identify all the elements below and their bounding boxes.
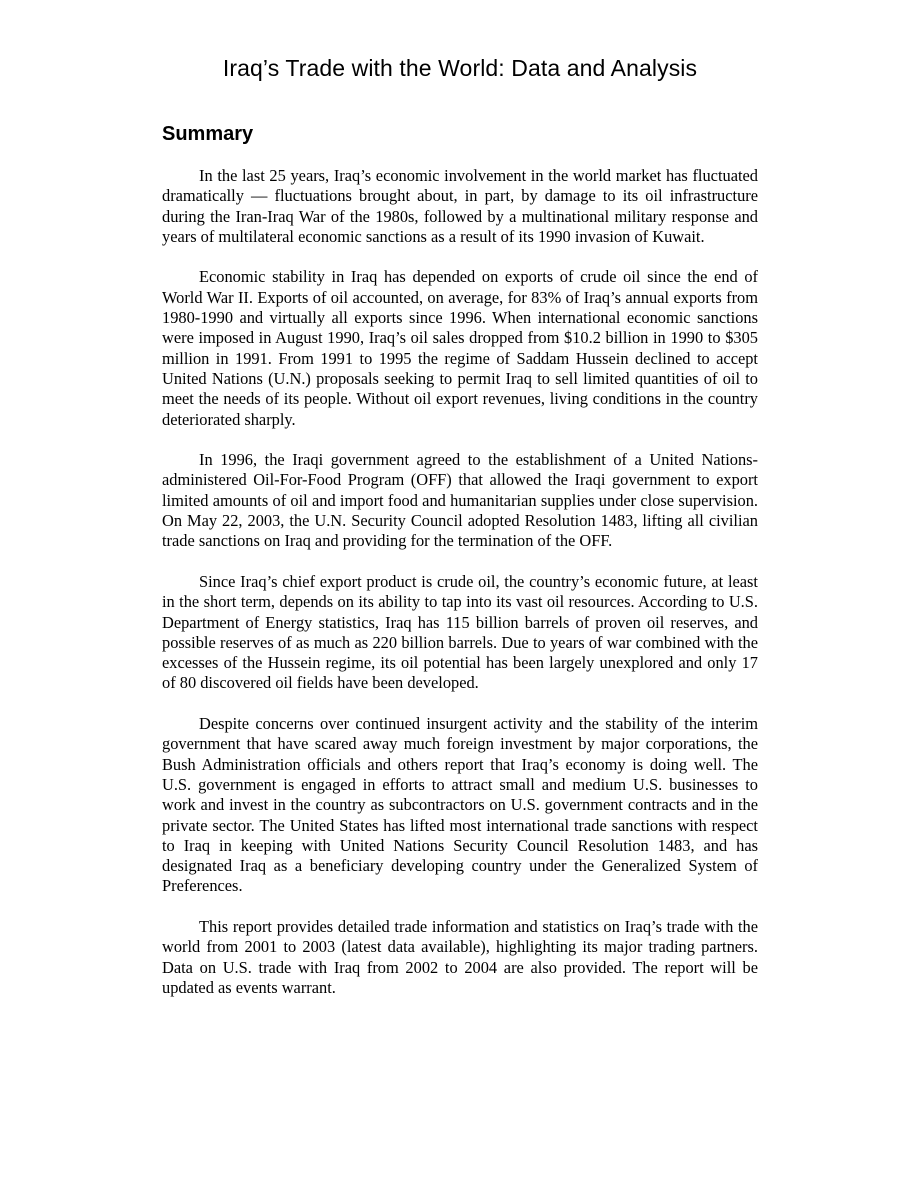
summary-body: [162, 166, 758, 1018]
document-title: Iraq’s Trade with the World: Data and Analysis: [222, 55, 698, 81]
summary-paragraph: Since Iraq’s chief export product is crude oil, the country’s economic future, at least in the short term, depends on its ability to tap into its vast oil resources. According to U.S. Department of Energy statistics, Iraq has 115 billion barrels of proven oil reserves, and possible reserves of as much as 220 billion barrels. Due to years of war combined with the excesses of the Hussein regime, its oil potential has been largely unexplored and only 17 of 80 discovered oil fields have been developed.: [162, 571, 758, 693]
summary-paragraph: Despite concerns over continued insurgent activity and the stability of the interim government that have scared away much foreign investment by major corporations, the Bush Administration officials and others report that Iraq’s economy is doing well. The U.S. government is engaged in efforts to attract small and medium U.S. businesses to work and invest in the country as subcontractors on U.S. government contracts and in the private sector. The United States has lifted most international trade sanctions with respect to Iraq in keeping with United Nations Security Council Resolution 1483, and has designated Iraq as a beneficiary developing country under the Generalized System of Preferences.: [162, 714, 758, 896]
summary-paragraph: In 1996, the Iraqi government agreed to the establishment of a United Nations-administered Oil-For-Food Program (OFF) that allowed the Iraqi government to export limited amounts of oil and import food and humanitarian supplies under close supervision. On May 22, 2003, the U.N. Security Council adopted Resolution 1483, lifting all civilian trade sanctions on Iraq and providing for the termination of the OFF.: [162, 450, 758, 551]
section-heading-summary: Summary: [162, 123, 254, 145]
summary-paragraph: Economic stability in Iraq has depended on exports of crude oil since the end of World War II. Exports of oil accounted, on average, for 83% of Iraq’s annual exports from 1980-1990 and virtually all exports since 1996. When international economic sanctions were imposed in August 1990, Iraq’s oil sales dropped from $10.2 billion in 1990 to $305 million in 1991. From 1991 to 1995 the regime of Saddam Hussein declined to accept United Nations (U.N.) proposals seeking to permit Iraq to sell limited quantities of oil to meet the needs of its people. Without oil export revenues, living conditions in the country deteriorated sharply.: [162, 267, 758, 429]
summary-paragraph: This report provides detailed trade information and statistics on Iraq’s trade with the world from 2001 to 2003 (latest data available), highlighting its major trading partners. Data on U.S. trade with Iraq from 2002 to 2004 are also provided. The report will be updated as events warrant.: [162, 916, 758, 997]
summary-paragraph: In the last 25 years, Iraq’s economic involvement in the world market has fluctuated dramatically — fluctuations brought about, in part, by damage to its oil infrastructure during the Iran-Iraq War of the 1980s, followed by a multinational military response and years of multilateral economic sanctions as a result of its 1990 invasion of Kuwait.: [162, 166, 758, 246]
